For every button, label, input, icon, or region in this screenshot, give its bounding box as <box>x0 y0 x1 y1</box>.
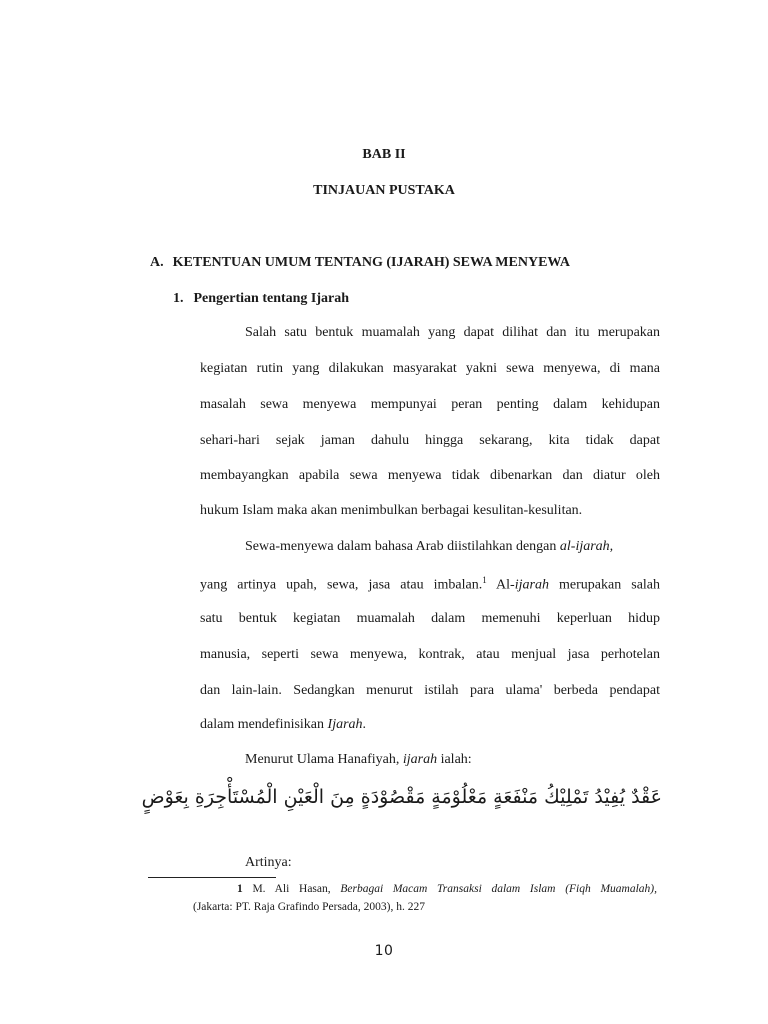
section-heading <box>150 255 570 271</box>
page-number: 10 <box>374 943 394 959</box>
text-run: yang artinya upah, sewa, jasa atau imbalan. <box>200 577 483 593</box>
paragraph3-line <box>245 752 472 768</box>
text-run: Menurut Ulama Hanafiyah, <box>245 752 403 767</box>
text-run: dalam mendefinisikan <box>200 717 328 732</box>
footnote-line-1 <box>193 883 657 895</box>
italic-term: al-ijarah, <box>559 539 614 554</box>
chapter-number: BAB II <box>362 147 406 162</box>
artinya-label: Artinya: <box>245 855 292 870</box>
text-run: . <box>362 717 367 732</box>
text-run: ialah: <box>437 752 472 767</box>
section-marker: A. <box>150 255 164 270</box>
paragraph1-line-5: membayangkan apabila sewa menyewa tidak dibenarkan dan diatur oleh <box>200 468 660 483</box>
arabic-definition: عَقْدٌ يُفِيْدُ تَمْلِيْكُ مَنْفَعَةٍ مَعْلُوْمَةٍ مَقْصُوْدَةٍ مِنَ الْعَيْنِ الْمُسْتَأْجِرَةِ بِعَوْضٍ <box>141 786 662 808</box>
paragraph2-line-5: dan lain-lain. Sedangkan menurut istilah para ulama' berbeda pendapat <box>200 683 660 698</box>
paragraph1-line-1: Salah satu bentuk muamalah yang dapat dilihat dan itu merupakan <box>245 325 660 340</box>
footnote-line-2: (Jakarta: PT. Raja Grafindo Persada, 2003), h. 227 <box>193 901 425 913</box>
section-title: KETENTUAN UMUM TENTANG (IJARAH) SEWA MENYEWA <box>172 255 570 270</box>
chapter-title: TINJAUAN PUSTAKA <box>313 183 455 198</box>
paragraph2-line-2 <box>200 575 660 594</box>
subsection-marker: 1. <box>173 291 184 306</box>
italic-term: ijarah <box>402 752 438 767</box>
footnote-number: 1 <box>237 883 243 895</box>
footnote-separator <box>148 877 276 878</box>
paragraph2-line-4: manusia, seperti sewa menyewa, kontrak, atau menjual jasa perhotelan <box>200 647 660 662</box>
paragraph1-line-6: hukum Islam maka akan menimbulkan berbagai kesulitan-kesulitan. <box>200 503 583 518</box>
italic-term: Ijarah <box>327 717 363 732</box>
paragraph1-line-3: masalah sewa menyewa mempunyai peran penting dalam kehidupan <box>200 397 660 412</box>
footnote-ref[interactable]: 1 <box>482 575 487 585</box>
italic-term: ijarah <box>514 577 549 593</box>
footnote-title: Berbagai Macam Transaksi dalam Islam (Fiqh Muamalah), <box>340 883 657 895</box>
footnote-author: M. Ali Hasan, <box>242 883 341 895</box>
text-run: Al- <box>486 577 515 593</box>
paragraph2-line-3: satu bentuk kegiatan muamalah dalam memenuhi keperluan hidup <box>200 611 660 626</box>
subsection-heading <box>173 291 349 307</box>
paragraph1-line-2: kegiatan rutin yang dilakukan masyarakat yakni sewa menyewa, di mana <box>200 361 660 376</box>
paragraph2-line-6 <box>200 717 660 733</box>
text-run: Sewa-menyewa dalam bahasa Arab diistilahkan dengan <box>245 539 560 554</box>
paragraph1-line-4: sehari-hari sejak jaman dahulu hingga sekarang, kita tidak dapat <box>200 433 660 448</box>
subsection-title: Pengertian tentang Ijarah <box>193 291 350 306</box>
text-run: merupakan salah <box>548 577 661 593</box>
paragraph2-line-1 <box>245 539 660 555</box>
